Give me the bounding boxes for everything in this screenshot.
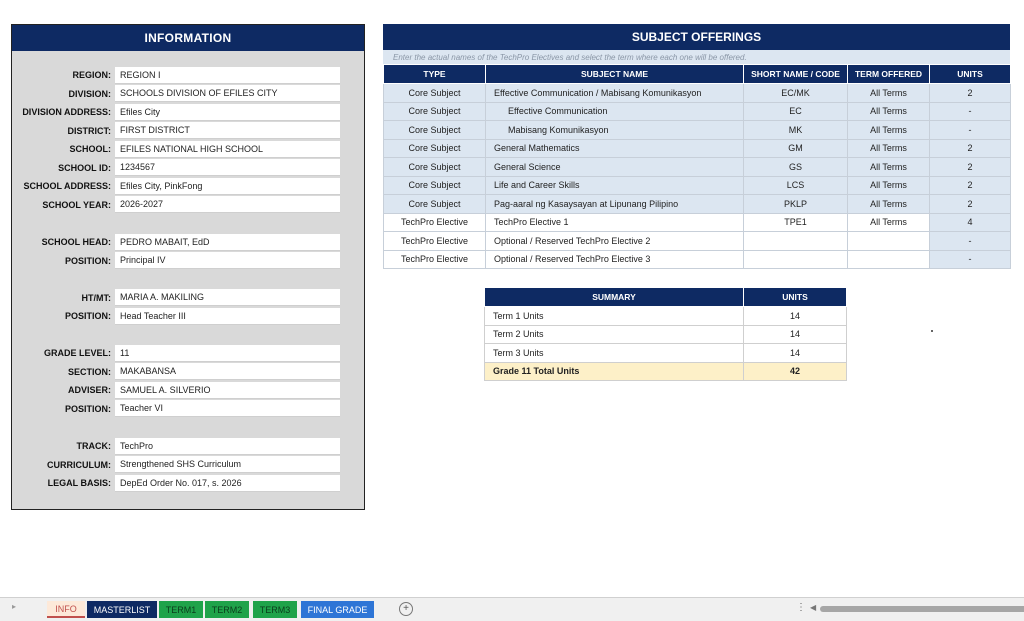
info-row-legal-basis bbox=[12, 474, 364, 492]
cell-type[interactable]: Core Subject bbox=[384, 195, 486, 214]
table-row bbox=[384, 213, 1011, 232]
info-row-school-id bbox=[12, 159, 364, 177]
summary-total-row bbox=[485, 362, 847, 381]
summary-total-label[interactable]: Grade 11 Total Units bbox=[485, 362, 744, 381]
info-row-division bbox=[12, 85, 364, 103]
cell-code[interactable] bbox=[744, 250, 848, 269]
scrollbar-thumb[interactable] bbox=[820, 606, 1024, 612]
cell-code[interactable] bbox=[744, 232, 848, 251]
summary-row bbox=[485, 307, 847, 326]
stray-mark bbox=[931, 330, 933, 332]
cell-units[interactable]: 4 bbox=[930, 213, 1011, 232]
cell-subject-name[interactable]: Mabisang Komunikasyon bbox=[486, 121, 744, 140]
cell-subject-name[interactable]: TechPro Elective 1 bbox=[486, 213, 744, 232]
table-row bbox=[384, 232, 1011, 251]
cell-type[interactable]: TechPro Elective bbox=[384, 232, 486, 251]
table-row bbox=[384, 158, 1011, 177]
column-header-term: TERM OFFERED bbox=[848, 65, 930, 84]
tab-final-grade[interactable]: FINAL GRADE bbox=[301, 601, 374, 618]
info-value-ht-mt[interactable]: MARIA A. MAKILING bbox=[115, 289, 340, 306]
information-panel bbox=[11, 24, 365, 510]
tab-term1[interactable]: TERM1 bbox=[159, 601, 203, 618]
cell-type[interactable]: Core Subject bbox=[384, 84, 486, 103]
info-label: DIVISION: bbox=[68, 88, 111, 99]
tab-term2[interactable]: TERM2 bbox=[205, 601, 249, 618]
info-row-track bbox=[12, 437, 364, 455]
info-value-adviser-position[interactable]: Teacher VI bbox=[115, 400, 340, 417]
cell-term[interactable]: All Terms bbox=[848, 158, 930, 177]
info-value-school[interactable]: EFILES NATIONAL HIGH SCHOOL bbox=[115, 141, 340, 158]
info-label: GRADE LEVEL: bbox=[43, 348, 111, 358]
info-value-legal-basis[interactable]: DepEd Order No. 017, s. 2026 bbox=[115, 475, 340, 492]
summary-units[interactable]: 14 bbox=[744, 325, 847, 344]
horizontal-scrollbar[interactable] bbox=[810, 603, 1024, 615]
info-row-grade-level bbox=[12, 344, 364, 362]
info-label: SECTION: bbox=[67, 366, 111, 377]
info-row-school-head bbox=[12, 233, 364, 251]
tab-term3[interactable]: TERM3 bbox=[253, 601, 297, 618]
info-label: SCHOOL YEAR: bbox=[42, 199, 111, 210]
info-row-head-position bbox=[12, 252, 364, 270]
info-value-curriculum[interactable]: Strengthened SHS Curriculum bbox=[115, 456, 340, 473]
table-row bbox=[384, 84, 1011, 103]
summary-row bbox=[485, 325, 847, 344]
cell-units[interactable]: - bbox=[930, 232, 1011, 251]
cell-type[interactable]: Core Subject bbox=[384, 121, 486, 140]
summary-label[interactable]: Term 3 Units bbox=[485, 344, 744, 363]
summary-units[interactable]: 14 bbox=[744, 307, 847, 326]
summary-label[interactable]: Term 1 Units bbox=[485, 307, 744, 326]
cell-units[interactable]: - bbox=[930, 102, 1011, 121]
cell-units[interactable]: - bbox=[930, 121, 1011, 140]
table-row bbox=[384, 176, 1011, 195]
info-row-division-address bbox=[12, 103, 364, 121]
info-row-school bbox=[12, 140, 364, 158]
cell-subject-name[interactable]: General Science bbox=[486, 158, 744, 177]
splitter-handle-icon[interactable]: ⋮ bbox=[796, 602, 806, 613]
info-label: SCHOOL ID: bbox=[58, 162, 111, 173]
cell-code[interactable]: LCS bbox=[744, 176, 848, 195]
tab-masterlist[interactable]: MASTERLIST bbox=[87, 601, 157, 618]
info-row-section bbox=[12, 363, 364, 381]
cell-code[interactable]: GS bbox=[744, 158, 848, 177]
cell-units[interactable]: 2 bbox=[930, 84, 1011, 103]
info-label: SCHOOL HEAD: bbox=[41, 237, 111, 247]
column-header-summary-units: UNITS bbox=[744, 288, 847, 307]
summary-header-row bbox=[485, 288, 847, 307]
scroll-right-icon[interactable]: ▸ bbox=[12, 602, 17, 611]
tab-info[interactable]: INFO bbox=[47, 601, 85, 618]
cell-term[interactable]: All Terms bbox=[848, 84, 930, 103]
info-row-school-year bbox=[12, 196, 364, 214]
subject-offerings-note: Enter the actual names of the TechPro Electives and select the term where each one will be offered. bbox=[383, 50, 1010, 64]
info-label: POSITION: bbox=[64, 403, 111, 414]
info-label: POSITION: bbox=[64, 255, 111, 266]
cell-units[interactable]: 2 bbox=[930, 176, 1011, 195]
info-value-grade-level[interactable]: 11 bbox=[115, 345, 340, 362]
cell-term[interactable]: All Terms bbox=[848, 121, 930, 140]
cell-subject-name[interactable]: Optional / Reserved TechPro Elective 2 bbox=[486, 232, 744, 251]
info-row-region bbox=[12, 66, 364, 84]
cell-code[interactable]: GM bbox=[744, 139, 848, 158]
cell-code[interactable]: PKLP bbox=[744, 195, 848, 214]
column-header-type: TYPE bbox=[384, 65, 486, 84]
info-value-head-position[interactable]: Principal IV bbox=[115, 252, 340, 269]
table-row bbox=[384, 250, 1011, 269]
column-header-units: UNITS bbox=[930, 65, 1011, 84]
info-label: HT/MT: bbox=[81, 292, 111, 303]
sheet-tab-bar bbox=[0, 597, 1024, 621]
info-label: POSITION: bbox=[64, 311, 111, 321]
cell-subject-name[interactable]: Optional / Reserved TechPro Elective 3 bbox=[486, 250, 744, 269]
subject-offerings-table bbox=[383, 64, 1011, 269]
cell-term[interactable] bbox=[848, 250, 930, 269]
column-header-code: SHORT NAME / CODE bbox=[744, 65, 848, 84]
info-row-curriculum bbox=[12, 456, 364, 474]
info-value-region[interactable]: REGION I bbox=[115, 67, 340, 84]
summary-label[interactable]: Term 2 Units bbox=[485, 325, 744, 344]
cell-units[interactable]: 2 bbox=[930, 158, 1011, 177]
cell-term[interactable]: All Terms bbox=[848, 195, 930, 214]
information-title: INFORMATION bbox=[12, 25, 364, 51]
info-label: SCHOOL ADDRESS: bbox=[23, 181, 111, 191]
cell-type[interactable]: TechPro Elective bbox=[384, 213, 486, 232]
table-row bbox=[384, 121, 1011, 140]
cell-type[interactable]: Core Subject bbox=[384, 139, 486, 158]
cell-term[interactable]: All Terms bbox=[848, 139, 930, 158]
cell-subject-name[interactable]: Effective Communication bbox=[486, 102, 744, 121]
cell-subject-name[interactable]: Effective Communication / Mabisang Komunikasyon bbox=[486, 84, 744, 103]
info-value-school-id[interactable]: 1234567 bbox=[115, 159, 340, 176]
cell-units[interactable]: 2 bbox=[930, 139, 1011, 158]
info-row-adviser bbox=[12, 381, 364, 399]
cell-subject-name[interactable]: General Mathematics bbox=[486, 139, 744, 158]
subject-offerings-title: SUBJECT OFFERINGS bbox=[383, 24, 1010, 50]
info-value-adviser[interactable]: SAMUEL A. SILVERIO bbox=[115, 382, 340, 399]
cell-units[interactable]: - bbox=[930, 250, 1011, 269]
cell-code[interactable]: TPE1 bbox=[744, 213, 848, 232]
info-value-division-address[interactable]: Efiles City bbox=[115, 104, 340, 121]
column-header-summary: SUMMARY bbox=[485, 288, 744, 307]
cell-code[interactable]: EC/MK bbox=[744, 84, 848, 103]
table-row bbox=[384, 195, 1011, 214]
cell-subject-name[interactable]: Life and Career Skills bbox=[486, 176, 744, 195]
cell-term[interactable]: All Terms bbox=[848, 213, 930, 232]
info-label: DISTRICT: bbox=[67, 125, 111, 136]
summary-units[interactable]: 14 bbox=[744, 344, 847, 363]
cell-term[interactable] bbox=[848, 232, 930, 251]
info-label: TRACK: bbox=[76, 441, 111, 451]
summary-row bbox=[485, 344, 847, 363]
add-sheet-icon[interactable]: + bbox=[399, 602, 413, 616]
cell-term[interactable]: All Terms bbox=[848, 176, 930, 195]
cell-type[interactable]: Core Subject bbox=[384, 158, 486, 177]
table-row bbox=[384, 102, 1011, 121]
info-label: LEGAL BASIS: bbox=[47, 478, 111, 488]
info-row-school-address bbox=[12, 177, 364, 195]
cell-units[interactable]: 2 bbox=[930, 195, 1011, 214]
info-value-school-head[interactable]: PEDRO MABAIT, EdD bbox=[115, 234, 340, 251]
cell-subject-name[interactable]: Pag-aaral ng Kasaysayan at Lipunang Pilipino bbox=[486, 195, 744, 214]
info-value-section[interactable]: MAKABANSA bbox=[115, 363, 340, 380]
info-value-track[interactable]: TechPro bbox=[115, 438, 340, 455]
info-value-district[interactable]: FIRST DISTRICT bbox=[115, 122, 340, 139]
info-label: CURRICULUM: bbox=[47, 459, 111, 470]
info-row-adviser-position bbox=[12, 400, 364, 418]
cell-code[interactable]: MK bbox=[744, 121, 848, 140]
info-value-school-address[interactable]: Efiles City, PinkFong bbox=[115, 178, 340, 195]
cell-type[interactable]: Core Subject bbox=[384, 176, 486, 195]
info-label: DIVISION ADDRESS: bbox=[22, 107, 111, 117]
info-value-school-year[interactable]: 2026-2027 bbox=[115, 196, 340, 213]
subject-header-row bbox=[384, 65, 1011, 84]
table-row bbox=[384, 139, 1011, 158]
info-row-district bbox=[12, 122, 364, 140]
column-header-subject-name: SUBJECT NAME bbox=[486, 65, 744, 84]
info-label: REGION: bbox=[72, 70, 111, 80]
summary-total-units[interactable]: 42 bbox=[744, 362, 847, 381]
info-value-division[interactable]: SCHOOLS DIVISION OF EFILES CITY bbox=[115, 85, 340, 102]
cell-type[interactable]: Core Subject bbox=[384, 102, 486, 121]
summary-table bbox=[484, 287, 847, 381]
cell-term[interactable]: All Terms bbox=[848, 102, 930, 121]
info-value-ht-position[interactable]: Head Teacher III bbox=[115, 308, 340, 325]
cell-type[interactable]: TechPro Elective bbox=[384, 250, 486, 269]
info-label: ADVISER: bbox=[67, 385, 111, 395]
info-row-ht-position bbox=[12, 307, 364, 325]
info-row-ht-mt bbox=[12, 289, 364, 307]
info-label: SCHOOL: bbox=[69, 144, 111, 154]
scroll-left-icon[interactable]: ◀ bbox=[810, 603, 817, 612]
cell-code[interactable]: EC bbox=[744, 102, 848, 121]
